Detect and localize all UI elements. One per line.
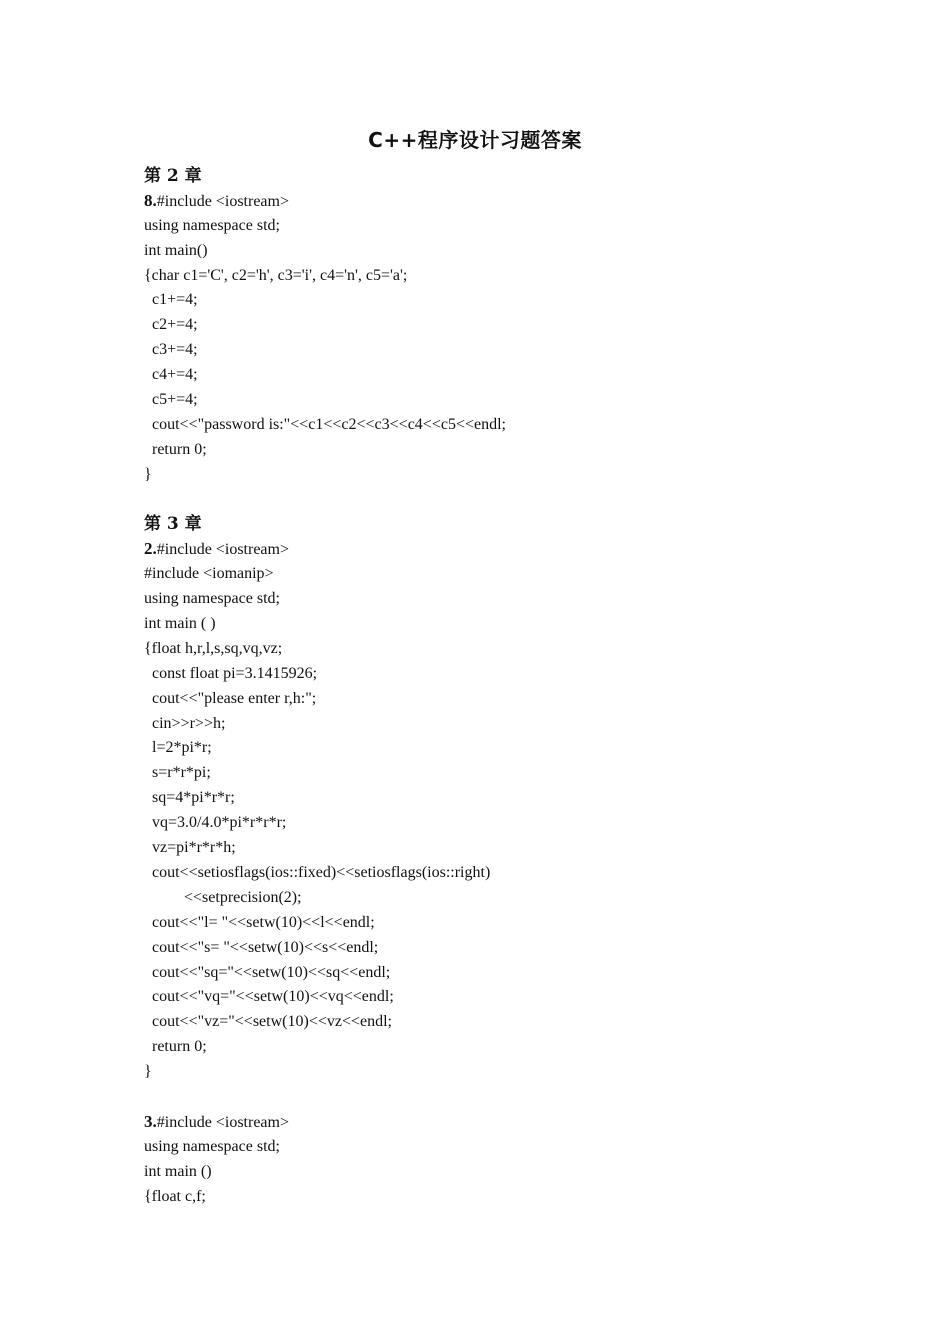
code-line: cout<<"please enter r,h:"; (144, 689, 317, 707)
code-text: #include <iostream> (156, 192, 289, 210)
code-line: {float h,r,l,s,sq,vq,vz; (144, 639, 283, 657)
code-line: cin>>r>>h; (144, 714, 226, 732)
problem-number: 3. (144, 1111, 157, 1131)
code-line: c4+=4; (144, 366, 198, 384)
code-text: #include <iostream> (156, 1113, 289, 1131)
code-line: sq=4*pi*r*r; (144, 789, 235, 807)
code-line: l=2*pi*r; (144, 739, 212, 757)
chapter-heading: 第 2 章 (144, 166, 202, 186)
code-line: #include <iomanip> (144, 565, 274, 583)
code-line (144, 1110, 864, 1135)
code-line: } (144, 465, 152, 483)
code-line: int main() (144, 241, 208, 259)
code-line: cout<<"password is:"<<c1<<c2<<c3<<c4<<c5<<endl; (144, 415, 506, 433)
problem-number: 8. (144, 190, 157, 210)
problem-number: 2. (144, 539, 157, 559)
code-line: {float c,f; (144, 1187, 206, 1205)
code-line: c5+=4; (144, 391, 198, 409)
code-line: vq=3.0/4.0*pi*r*r*r; (144, 814, 287, 832)
code-line: const float pi=3.1415926; (144, 664, 318, 682)
document-title: C++程序设计习题答案 (368, 128, 582, 152)
code-line: cout<<"sq="<<setw(10)<<sq<<endl; (144, 963, 391, 981)
blank-line (144, 488, 864, 513)
code-line: cout<<setiosflags(ios::fixed)<<setiosflags(ios::right) (144, 863, 491, 881)
code-line: c2+=4; (144, 316, 198, 334)
code-line: int main () (144, 1162, 212, 1180)
code-line: using namespace std; (144, 216, 280, 234)
code-line: c1+=4; (144, 291, 198, 309)
document-body (144, 164, 864, 1209)
code-line (144, 189, 864, 214)
code-line: vz=pi*r*r*h; (144, 839, 236, 857)
code-line: cout<<"l= "<<setw(10)<<l<<endl; (144, 913, 375, 931)
code-line: int main ( ) (144, 615, 216, 633)
code-line: using namespace std; (144, 590, 280, 608)
code-line: cout<<"s= "<<setw(10)<<s<<endl; (144, 938, 379, 956)
code-line: } (144, 1063, 152, 1081)
code-line: {char c1='C', c2='h', c3='i', c4='n', c5='a'; (144, 266, 408, 284)
code-line: cout<<"vz="<<setw(10)<<vz<<endl; (144, 1013, 392, 1031)
code-line (144, 537, 864, 562)
code-line: <<setprecision(2); (144, 888, 302, 906)
blank-line (144, 1085, 864, 1110)
chapter-heading: 第 3 章 (144, 514, 202, 535)
code-line: return 0; (144, 1038, 207, 1056)
code-text: #include <iostream> (156, 541, 289, 559)
code-line: c3+=4; (144, 341, 198, 359)
code-line: return 0; (144, 440, 207, 458)
code-line: using namespace std; (144, 1137, 280, 1155)
code-line: cout<<"vq="<<setw(10)<<vq<<endl; (144, 988, 394, 1006)
code-line: s=r*r*pi; (144, 764, 211, 782)
